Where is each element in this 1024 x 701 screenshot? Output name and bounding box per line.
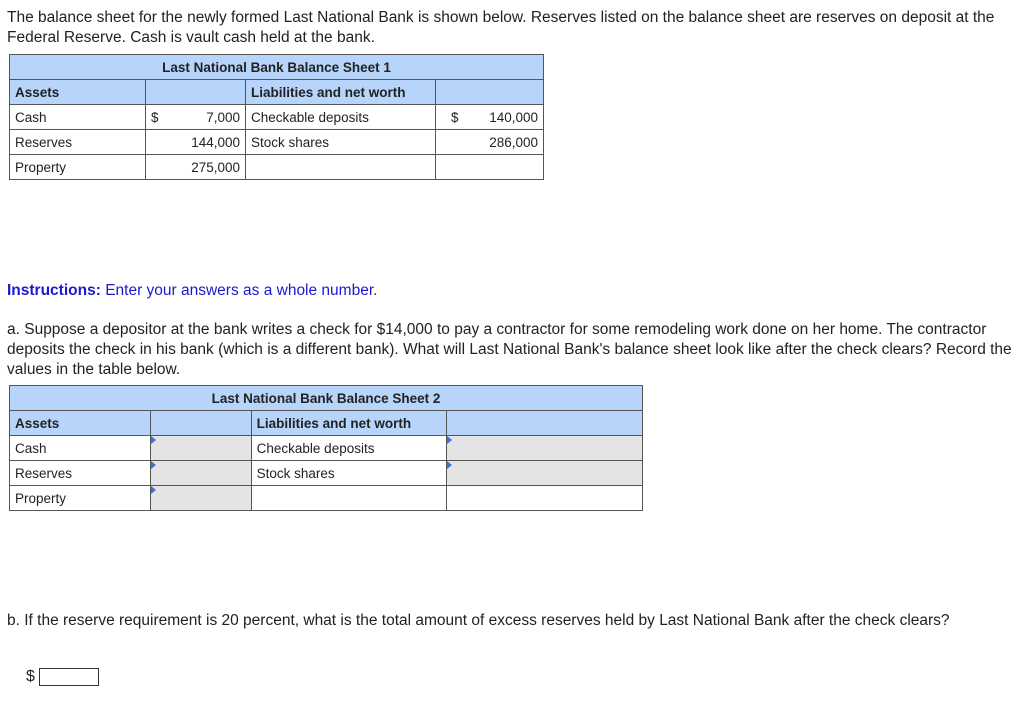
reserves-input[interactable]: [150, 461, 251, 486]
currency-symbol: $: [26, 668, 35, 685]
input-marker-icon: [447, 436, 452, 444]
value: 7,000: [206, 109, 240, 125]
input-marker-icon: [151, 436, 156, 444]
sheet2-assets-header: Assets: [10, 411, 151, 436]
answer-b-row: [26, 668, 99, 686]
sheet1-liab-label: Checkable deposits: [246, 105, 436, 130]
sheet1-title: Last National Bank Balance Sheet 1: [10, 55, 544, 80]
sheet1-asset-label: Reserves: [10, 130, 146, 155]
sheet1-liab-label: [246, 155, 436, 180]
excess-reserves-input[interactable]: [39, 668, 99, 686]
input-marker-icon: [151, 486, 156, 494]
balance-sheet-2: [9, 385, 643, 511]
table-row: [10, 461, 643, 486]
sheet2-liab-label: [251, 486, 447, 511]
checkable-deposits-input[interactable]: [447, 436, 643, 461]
currency-symbol: $: [151, 109, 159, 125]
cash-input[interactable]: [150, 436, 251, 461]
table-row: [10, 486, 643, 511]
table-row: [10, 155, 544, 180]
stock-shares-input[interactable]: [447, 461, 643, 486]
currency-symbol: $: [451, 109, 459, 125]
table-row: [10, 130, 544, 155]
empty-cell: [447, 486, 643, 511]
sheet1-asset-value: 275,000: [146, 155, 246, 180]
input-marker-icon: [447, 461, 452, 469]
sheet2-asset-label: Reserves: [10, 461, 151, 486]
question-a: a. Suppose a depositor at the bank writes a check for $14,000 to pay a contractor for some remodeling work done on her home. The contractor deposits the check in his bank (which is a different bank). What will Last National Bank's balance sheet look like after the check clears? Record the values in the table below.: [7, 321, 1012, 378]
instructions-label: Instructions:: [7, 282, 101, 299]
input-marker-icon: [151, 461, 156, 469]
sheet1-liab-label: Stock shares: [246, 130, 436, 155]
sheet1-liab-value: [436, 155, 544, 180]
sheet1-assets-value-header: [146, 80, 246, 105]
instructions: [7, 282, 377, 300]
sheet2-liab-label: Stock shares: [251, 461, 447, 486]
sheet1-asset-value: [146, 105, 246, 130]
sheet2-liab-label: Checkable deposits: [251, 436, 447, 461]
table-row: [10, 436, 643, 461]
sheet1-liab-value: 286,000: [436, 130, 544, 155]
question-b: b. If the reserve requirement is 20 percent, what is the total amount of excess reserves held by Last National Bank after the check clears?: [7, 612, 950, 629]
sheet1-asset-label: Cash: [10, 105, 146, 130]
sheet2-asset-label: Cash: [10, 436, 151, 461]
sheet1-asset-label: Property: [10, 155, 146, 180]
sheet2-assets-value-header: [150, 411, 251, 436]
property-input[interactable]: [150, 486, 251, 511]
sheet1-liab-header: Liabilities and net worth: [246, 80, 436, 105]
sheet1-liab-value: [436, 105, 544, 130]
sheet2-title: Last National Bank Balance Sheet 2: [10, 386, 643, 411]
intro-text: The balance sheet for the newly formed Last National Bank is shown below. Reserves listed on the balance sheet are reserves on deposit at the Federal Reserve. Cash is vault cash held at the bank.: [7, 9, 995, 46]
balance-sheet-1: [9, 54, 544, 180]
sheet2-liab-value-header: [447, 411, 643, 436]
value: 140,000: [489, 109, 538, 125]
sheet1-liab-value-header: [436, 80, 544, 105]
instructions-text: Enter your answers as a whole number.: [105, 282, 378, 299]
table-row: [10, 105, 544, 130]
sheet1-assets-header: Assets: [10, 80, 146, 105]
sheet1-asset-value: 144,000: [146, 130, 246, 155]
sheet2-asset-label: Property: [10, 486, 151, 511]
sheet2-liab-header: Liabilities and net worth: [251, 411, 447, 436]
